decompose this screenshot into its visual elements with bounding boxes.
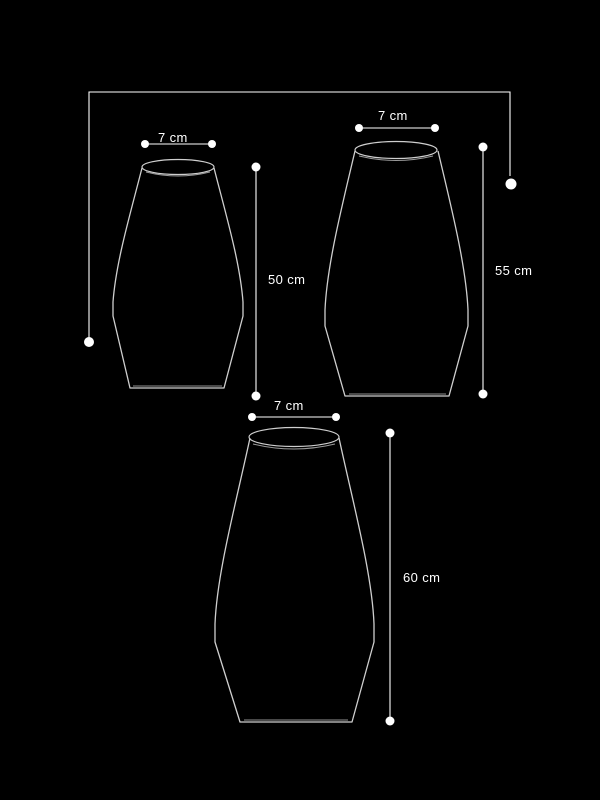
vase-medium-width-dimension — [355, 124, 439, 132]
vase-small-height-dimension — [252, 163, 261, 401]
vase-small-height-label: 50 cm — [268, 272, 306, 287]
vase-large-width-dimension — [248, 413, 340, 421]
overall-span-bracket — [84, 92, 517, 347]
vase-medium-outline — [325, 142, 468, 397]
vase-large-outline — [215, 428, 374, 723]
vase-large-height-label: 60 cm — [403, 570, 441, 585]
bracket-endpoint-dot-left — [84, 337, 94, 347]
vase-small-outline — [113, 160, 243, 389]
vase-small-width-label: 7 cm — [158, 130, 188, 145]
vase-large-width-label: 7 cm — [274, 398, 304, 413]
bracket-endpoint-dot-right — [506, 179, 517, 190]
vase-medium-height-dimension — [479, 143, 488, 399]
vase-large-height-dimension — [386, 429, 395, 726]
vase-medium-height-label: 55 cm — [495, 263, 533, 278]
vase-medium-width-label: 7 cm — [378, 108, 408, 123]
